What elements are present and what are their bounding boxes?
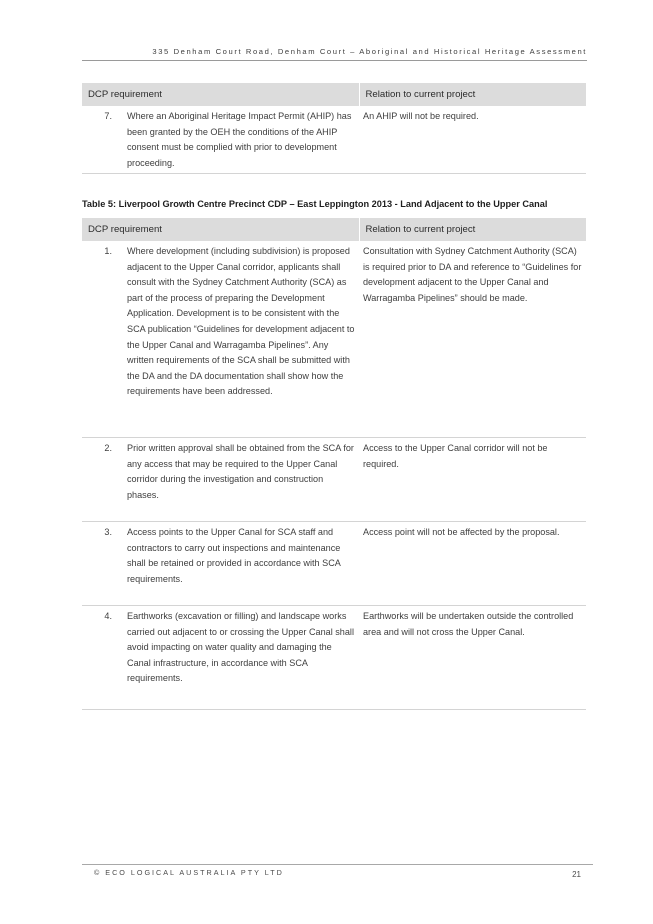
requirement-text: Prior written approval shall be obtained from the SCA for any access that may be required to the Upper Canal corridor during the investigation and construction phases.	[127, 443, 354, 500]
page-number: 21	[572, 870, 581, 879]
relation-text: An AHIP will not be required.	[363, 111, 479, 121]
column-header-relation: Relation to current project	[359, 83, 586, 106]
row-number: 7.	[104, 111, 112, 121]
table-row	[82, 106, 586, 174]
table-header-row	[82, 218, 586, 241]
table-row	[82, 522, 586, 606]
relation-cell	[359, 241, 586, 438]
upper-canal-dcp-table	[82, 218, 586, 710]
requirement-text: Where development (including subdivision) is proposed adjacent to the Upper Canal corridor, applicants shall consult with the Sydney Catchment Authority (SCA) as part of the process of preparing the Development Application. Development is to be consistent with the SCA publication “Guidelines for development adjacent to the Upper Canal and Warragamba Pipelines”. Any written requirements of the SCA shall be submitted with the DA and the DA documentation shall show how the requirements have been addressed.	[127, 246, 355, 397]
table-row	[82, 606, 586, 710]
header-divider	[82, 60, 587, 61]
dcp-table-continued	[82, 83, 586, 174]
footer-divider	[82, 864, 593, 865]
relation-text: Consultation with Sydney Catchment Authority (SCA) is required prior to DA and reference to “Guidelines for development adjacent to the Upper Canal and Warragamba Pipelines” should be made.	[363, 246, 582, 303]
relation-text: Earthworks will be undertaken outside the controlled area and will not cross the Upper Canal.	[363, 611, 574, 637]
row-number: 3.	[104, 527, 112, 537]
row-number: 1.	[104, 246, 112, 256]
requirement-cell	[82, 241, 359, 438]
row-number: 2.	[104, 443, 112, 453]
requirement-text: Access points to the Upper Canal for SCA staff and contractors to carry out inspections and maintenance shall be retained or provided in accordance with SCA requirements.	[127, 527, 341, 584]
requirement-cell	[82, 438, 359, 522]
requirement-text: Earthworks (excavation or filling) and landscape works carried out adjacent to or crossing the Upper Canal shall avoid impacting on water quality and damaging the Canal infrastructure, in accordance with SCA requirements.	[127, 611, 354, 684]
table-row	[82, 438, 586, 522]
page-header-title: 335 Denham Court Road, Denham Court – Aboriginal and Historical Heritage Assessment	[152, 47, 587, 56]
relation-text: Access to the Upper Canal corridor will not be required.	[363, 443, 548, 469]
table-header-row	[82, 83, 586, 106]
requirement-cell	[82, 606, 359, 710]
relation-text: Access point will not be affected by the proposal.	[363, 527, 560, 537]
relation-cell	[359, 606, 586, 710]
table-caption: Table 5: Liverpool Growth Centre Precinct CDP – East Leppington 2013 - Land Adjacent to the Upper Canal	[82, 199, 548, 209]
requirement-cell	[82, 522, 359, 606]
column-header-dcp-requirement: DCP requirement	[82, 218, 359, 241]
column-header-dcp-requirement: DCP requirement	[82, 83, 359, 106]
requirement-cell	[82, 106, 359, 174]
relation-cell	[359, 106, 586, 174]
relation-cell	[359, 438, 586, 522]
requirement-text: Where an Aboriginal Heritage Impact Permit (AHIP) has been granted by the OEH the conditions of the AHIP consent must be complied with prior to development proceeding.	[127, 111, 352, 168]
footer-copyright: © ECO LOGICAL AUSTRALIA PTY LTD	[94, 868, 284, 877]
column-header-relation: Relation to current project	[359, 218, 586, 241]
table-row	[82, 241, 586, 438]
row-number: 4.	[104, 611, 112, 621]
relation-cell	[359, 522, 586, 606]
